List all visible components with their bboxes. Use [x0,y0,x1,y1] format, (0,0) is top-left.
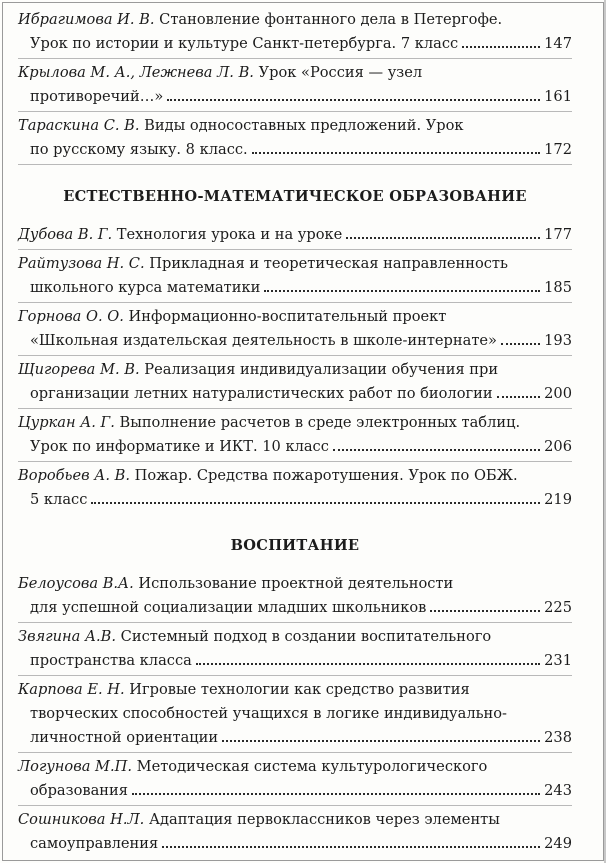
entry-title: Виды односоставных предложений. Урок [139,117,464,134]
entry-author: Сошникова Н.Л. [18,811,145,828]
entry-title-cont: пространства класса [30,652,192,669]
table-of-contents [18,8,572,860]
entry-title: Системный подход в создании воспитательного [116,628,492,645]
entry-page: 231 [544,652,572,669]
dot-leader [162,834,540,848]
dot-leader [462,34,540,48]
toc-entry [18,678,572,753]
section-heading: ЕСТЕСТВЕННО-МАТЕМАТИЧЕСКОЕ ОБРАЗОВАНИЕ [63,188,527,205]
section-heading: ВОСПИТАНИЕ [230,537,360,554]
entry-author: Крылова М. А., Лежнева Л. В. [18,64,254,81]
entry-page: 225 [544,599,572,616]
entry-title: Становление фонтанного дела в Петергофе. [154,11,503,28]
entry-author: Райтузова Н. С. [18,255,145,272]
entry-page: 200 [544,385,572,402]
dot-leader [132,781,540,795]
entry-title-cont: противоречий…» [30,88,164,105]
entry-page: 147 [544,35,572,52]
entry-author: Логунова М.П. [18,758,132,775]
toc-entry [18,252,572,303]
entry-page: 161 [544,88,572,105]
entry-title-cont: для успешной социализации младших школьников [30,599,427,616]
entry-page: 238 [544,729,572,746]
entry-title: Технология урока и на уроке [112,226,343,243]
entry-title: Прикладная и теоретическая направленность [144,255,508,272]
entry-title: Реализация индивидуализации обучения при [139,361,499,378]
dot-leader [167,87,540,101]
dot-leader [196,651,540,665]
entry-page: 206 [544,438,572,455]
entry-author: Карпова Е. Н. [18,681,125,698]
entry-author: Тараскина С. В. [18,117,140,134]
entry-author: Горнова О. О. [18,308,124,325]
entry-author: Белоусова В.А. [18,575,134,592]
toc-entry [18,61,572,112]
entry-title: Методическая система культурологического [132,758,488,775]
dot-leader [91,490,540,504]
toc-entry [18,114,572,165]
dot-leader [430,598,540,612]
dot-leader [333,437,540,451]
entry-page: 177 [544,226,572,243]
entry-title-cont: школьного курса математики [30,279,261,296]
entry-author: Щигорева М. В. [18,361,140,378]
toc-entry [18,305,572,356]
entry-title-cont: образования [30,782,128,799]
entry-title-cont: самоуправления [30,835,159,852]
dot-leader [264,278,540,292]
entry-page: 243 [544,782,572,799]
entry-title-cont: 5 класс [30,491,88,508]
entry-page: 249 [544,835,572,852]
entry-title-cont: Урок по истории и культуре Санкт-петербурга. 7 класс [30,35,459,52]
entry-author: Воробьев А. В. [18,467,130,484]
toc-entry [18,808,572,858]
entry-title: Информационно-воспитательный проект [123,308,447,325]
toc-entry [18,8,572,59]
entry-page: 219 [544,491,572,508]
toc-entry [18,755,572,806]
entry-title: Пожар. Средства пожаротушения. Урок по ОБЖ. [129,467,518,484]
dot-leader [222,728,540,742]
dot-leader [497,384,541,398]
entry-page: 172 [544,141,572,158]
toc-entry [18,223,572,250]
entry-title-cont: творческих способностей учащихся в логике индивидуально- [30,705,507,722]
toc-entry [18,572,572,623]
entry-page: 185 [544,279,572,296]
dot-leader [501,331,540,345]
toc-entry [18,411,572,462]
entry-title: Игровые технологии как средство развития [124,681,470,698]
entry-author: Звягина А.В. [18,628,117,645]
toc-entry [18,464,572,514]
entry-title-cont: личностной ориентации [30,729,219,746]
entry-title-cont: Урок по информатике и ИКТ. 10 класс [30,438,329,455]
toc-entry [18,625,572,676]
entry-page: 193 [544,332,572,349]
entry-author: Ибрагимова И. В. [18,11,155,28]
entry-author: Дубова В. Г. [18,226,113,243]
toc-entry [18,358,572,409]
entry-title: Использование проектной деятельности [133,575,454,592]
entry-title-cont: по русскому языку. 8 класс. [30,141,248,158]
entry-author: Цуркан А. Г. [18,414,115,431]
entry-title-cont: организации летних натуралистических работ по биологии [30,385,493,402]
entry-title: Выполнение расчетов в среде электронных таблиц. [114,414,521,431]
dot-leader [252,140,540,154]
dot-leader [346,225,540,239]
entry-title: Урок «Россия — узел [253,64,423,81]
entry-title: Адаптация первоклассников через элементы [144,811,500,828]
entry-title-cont: «Школьная издательская деятельность в школе-интернате» [30,332,497,349]
